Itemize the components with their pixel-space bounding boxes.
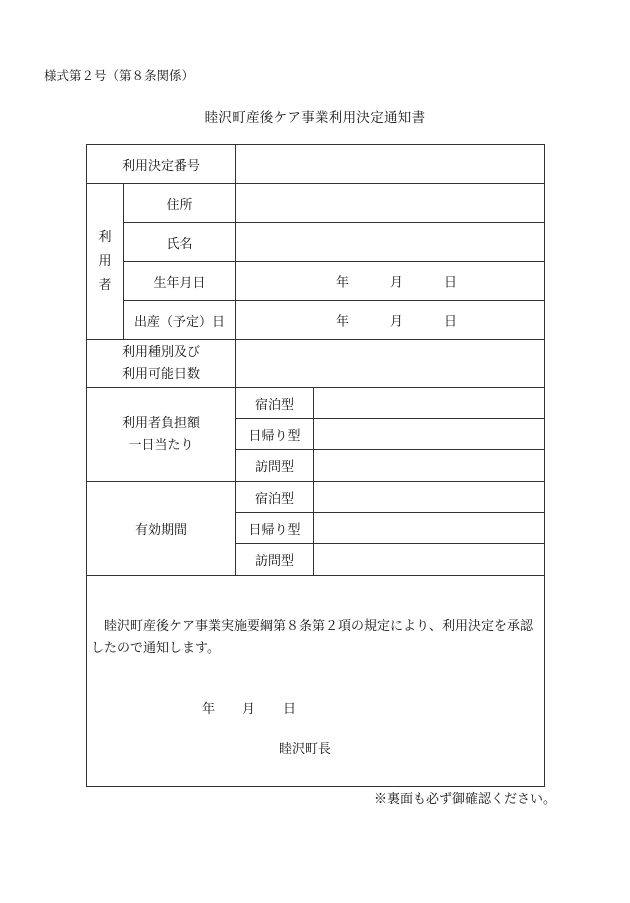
notice-year-unit: 年 <box>202 702 216 717</box>
daily-cost-label-line1: 利用者負担額 <box>122 415 201 431</box>
user-group-char-3: 者 <box>98 277 112 293</box>
validity-overnight-field[interactable] <box>314 482 545 513</box>
daily-cost-overnight-label: 宿泊型 <box>236 388 314 419</box>
due-date-year-unit: 年 <box>336 314 350 330</box>
daily-cost-overnight-field[interactable] <box>314 388 545 419</box>
user-group-label <box>87 184 124 340</box>
validity-daytrip-label: 日帰り型 <box>236 513 314 544</box>
row-daily-cost-overnight <box>87 388 545 419</box>
row-birthdate <box>87 262 545 301</box>
row-name <box>87 223 545 262</box>
daily-cost-daytrip-label: 日帰り型 <box>236 419 314 450</box>
name-field[interactable] <box>236 223 545 262</box>
name-label: 氏名 <box>124 223 236 262</box>
usage-type-label <box>87 340 236 388</box>
form-reference: 様式第２号（第８条関係） <box>44 68 195 83</box>
birthdate-label: 生年月日 <box>124 262 236 301</box>
user-group-char-2: 用 <box>98 253 112 269</box>
footnote: ※裏面も必ず御確認ください。 <box>373 792 556 807</box>
usage-type-label-line2: 利用可能日数 <box>122 366 201 382</box>
row-validity-overnight <box>87 482 545 513</box>
row-notice <box>87 576 545 787</box>
notice-body: 睦沢町産後ケア事業実施要綱第８条第２項の規定により、利用決定を承認したので通知します。 <box>91 619 534 656</box>
due-date-month-unit: 月 <box>390 314 404 330</box>
daily-cost-daytrip-field[interactable] <box>314 419 545 450</box>
address-field[interactable] <box>236 184 545 223</box>
usage-type-field[interactable] <box>236 340 545 388</box>
validity-daytrip-field[interactable] <box>314 513 545 544</box>
birthdate-year-unit: 年 <box>336 275 350 291</box>
row-decision-number <box>87 145 545 184</box>
row-usage-type <box>87 340 545 388</box>
validity-overnight-label: 宿泊型 <box>236 482 314 513</box>
daily-cost-visit-field[interactable] <box>314 450 545 482</box>
row-due-date <box>87 301 545 340</box>
usage-type-label-line1: 利用種別及び <box>122 344 201 360</box>
issuer-name: 睦沢町長 <box>279 742 332 757</box>
daily-cost-label <box>87 388 236 482</box>
row-address <box>87 184 545 223</box>
daily-cost-label-line2: 一日当たり <box>128 437 194 453</box>
decision-number-label: 利用決定番号 <box>87 145 236 184</box>
validity-label: 有効期間 <box>87 482 236 576</box>
validity-visit-field[interactable] <box>314 544 545 576</box>
address-label: 住所 <box>124 184 236 223</box>
birthdate-day-unit: 日 <box>444 275 458 291</box>
due-date-day-unit: 日 <box>444 314 458 330</box>
daily-cost-visit-label: 訪問型 <box>236 450 314 482</box>
notice-day-unit: 日 <box>283 702 297 717</box>
decision-number-field[interactable] <box>236 145 545 184</box>
due-date-field[interactable] <box>236 301 545 340</box>
user-group-char-1: 利 <box>98 229 112 245</box>
notice-month-unit: 月 <box>242 702 256 717</box>
decision-form-table <box>86 144 545 787</box>
birthdate-month-unit: 月 <box>390 275 404 291</box>
validity-visit-label: 訪問型 <box>236 544 314 576</box>
due-date-label: 出産（予定）日 <box>124 301 236 340</box>
notice-cell <box>87 576 545 787</box>
birthdate-field[interactable] <box>236 262 545 301</box>
document-title: 睦沢町産後ケア事業利用決定通知書 <box>204 110 426 126</box>
